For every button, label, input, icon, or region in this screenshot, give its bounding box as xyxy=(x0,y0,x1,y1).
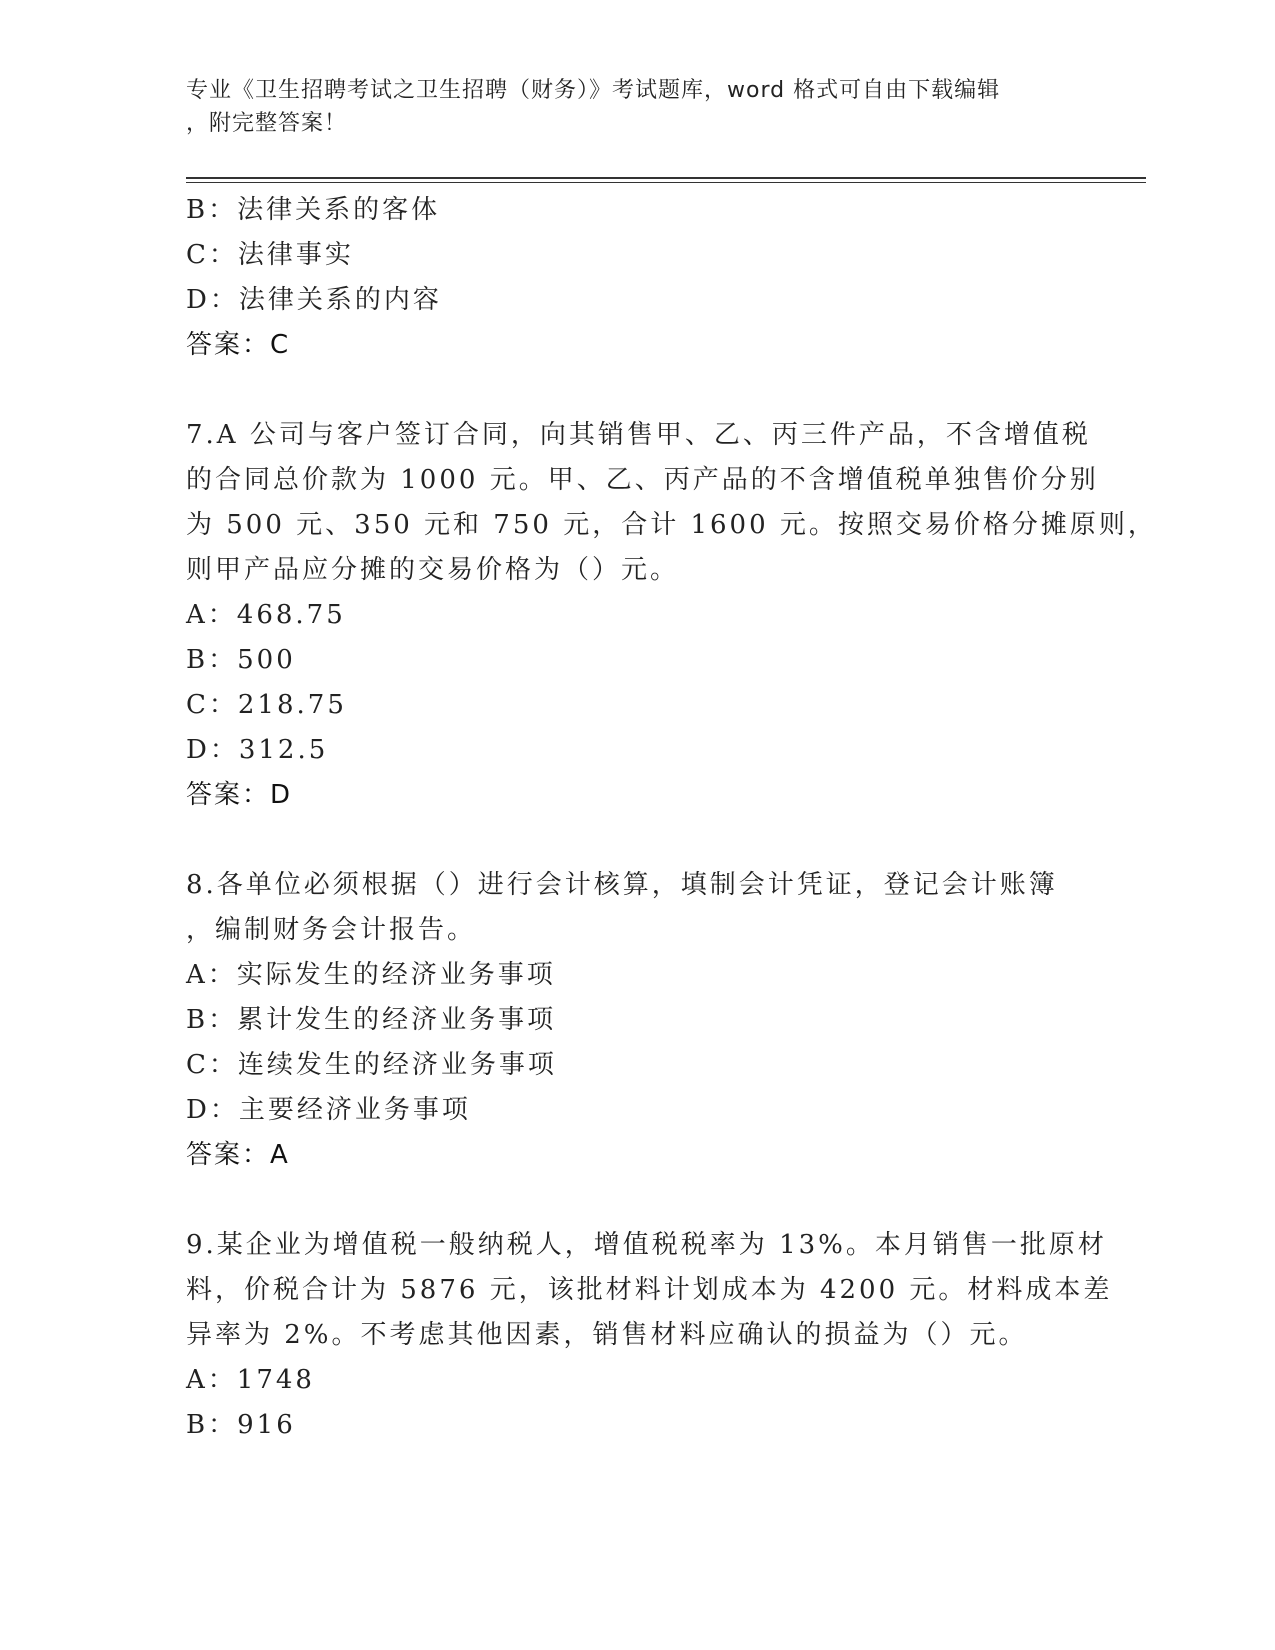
q6-option-d: D：法律关系的内容 xyxy=(186,285,442,315)
q8-option-d: D：主要经济业务事项 xyxy=(186,1095,471,1125)
q7-answer: 答案：D xyxy=(186,780,293,810)
question-6-tail xyxy=(186,188,1086,368)
header-line-2: ，附完整答案！ xyxy=(186,111,348,136)
spacer xyxy=(186,1178,1086,1223)
q6-answer: 答案：C xyxy=(186,330,291,360)
q8-option-a: A：实际发生的经济业务事项 xyxy=(186,960,556,990)
question-9 xyxy=(186,1223,1113,1448)
q8-option-b: B：累计发生的经济业务事项 xyxy=(186,1005,557,1035)
header-divider xyxy=(186,177,1146,183)
question-content xyxy=(186,188,1157,1448)
document-header xyxy=(186,74,1066,140)
question-8 xyxy=(186,863,1086,1178)
q7-option-c: C：218.75 xyxy=(186,690,347,720)
q9-stem-line-3: 异率为 2%。不考虑其他因素，销售材料应确认的损益为（）元。 xyxy=(186,1320,1028,1350)
q7-stem-line-3: 为 500 元、350 元和 750 元，合计 1600 元。按照交易价格分摊原则， xyxy=(186,510,1157,540)
spacer xyxy=(186,368,1086,413)
q9-option-b: B：916 xyxy=(186,1410,296,1440)
q7-stem-line-1: 7.A 公司与客户签订合同，向其销售甲、乙、丙三件产品，不含增值税 xyxy=(186,420,1091,450)
q7-option-b: B：500 xyxy=(186,645,296,675)
question-7 xyxy=(186,413,1157,818)
q9-option-a: A：1748 xyxy=(186,1365,315,1395)
q7-stem-line-2: 的合同总价款为 1000 元。甲、乙、丙产品的不含增值税单独售价分别 xyxy=(186,465,1099,495)
q7-option-a: A：468.75 xyxy=(186,600,346,630)
q7-option-d: D：312.5 xyxy=(186,735,329,765)
q8-stem-line-2: ，编制财务会计报告。 xyxy=(186,915,477,945)
spacer xyxy=(186,818,1086,863)
q6-option-b: B：法律关系的客体 xyxy=(186,195,441,225)
q6-option-c: C：法律事实 xyxy=(186,240,354,270)
q9-stem-line-1: 9.某企业为增值税一般纳税人，增值税税率为 13%。本月销售一批原材 xyxy=(186,1230,1107,1260)
header-line-1: 专业《卫生招聘考试之卫生招聘（财务）》考试题库，word 格式可自由下载编辑 xyxy=(186,78,1001,103)
q8-option-c: C：连续发生的经济业务事项 xyxy=(186,1050,557,1080)
q8-stem-line-1: 8.各单位必须根据（）进行会计核算，填制会计凭证，登记会计账簿 xyxy=(186,870,1058,900)
q7-stem-line-4: 则甲产品应分摊的交易价格为（）元。 xyxy=(186,555,680,585)
q9-stem-line-2: 料，价税合计为 5876 元，该批材料计划成本为 4200 元。材料成本差 xyxy=(186,1275,1113,1305)
q8-answer: 答案：A xyxy=(186,1140,290,1170)
